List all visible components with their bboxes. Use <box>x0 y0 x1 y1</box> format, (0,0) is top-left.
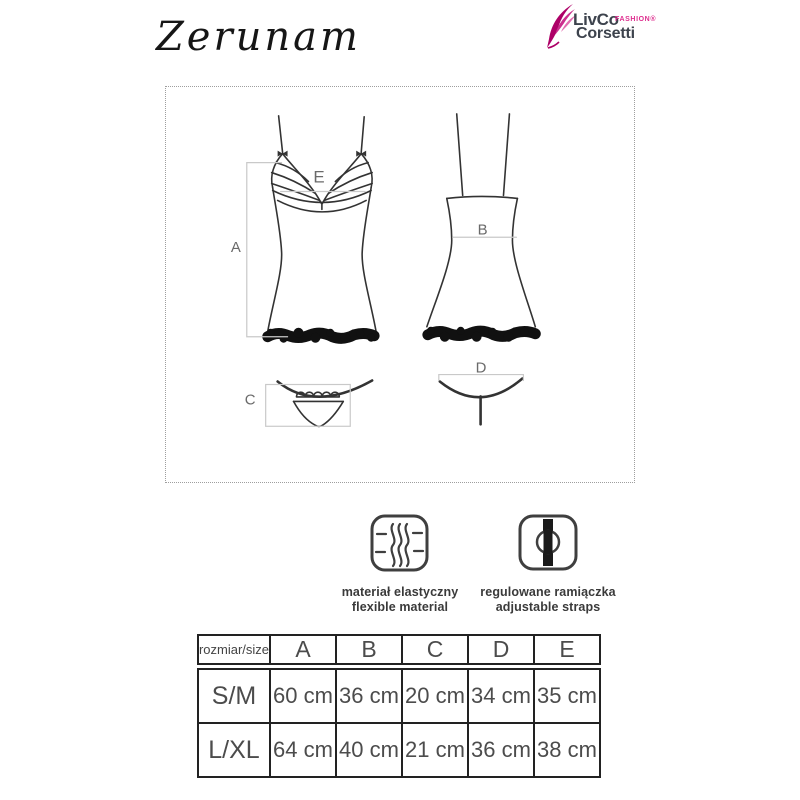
brand-name-livco: LivCo <box>573 10 619 29</box>
size-table-header <box>197 634 601 665</box>
value-cell: 35 cm <box>533 670 599 722</box>
size-cell: S/M <box>211 681 257 710</box>
front-view-drawing <box>267 116 376 343</box>
value-cell: 60 cm <box>269 670 335 722</box>
product-title: Zerunam <box>156 14 361 60</box>
header-a: A <box>269 636 335 663</box>
size-cell: L/XL <box>208 735 260 764</box>
table-row-sm <box>199 670 599 722</box>
value-cell: 64 cm <box>269 724 335 776</box>
brand-name-corsetti: Corsetti <box>576 25 635 42</box>
flexible-material-icon <box>370 514 429 572</box>
header-d: D <box>467 636 533 663</box>
value-cell: 36 cm <box>467 724 533 776</box>
brand-logo <box>547 3 677 53</box>
adjustable-straps-caption <box>473 585 623 615</box>
panty-back-drawing <box>440 379 523 425</box>
value-cell: 36 cm <box>335 670 401 722</box>
caption-line-en: adjustable straps <box>495 600 601 614</box>
value-cell: 21 cm <box>401 724 467 776</box>
value-cell: 40 cm <box>335 724 401 776</box>
caption-line-pl: regulowane ramiączka <box>480 585 616 599</box>
adjustable-straps-icon <box>518 514 578 571</box>
caption-line-pl: materiał elastyczny <box>341 585 459 599</box>
measure-label-e: E <box>313 167 325 187</box>
measure-label-d: D <box>475 359 487 377</box>
panty-front-drawing <box>278 381 373 427</box>
technical-diagram <box>165 86 635 483</box>
header-e: E <box>533 636 599 663</box>
header-b: B <box>335 636 401 663</box>
value-cell: 20 cm <box>401 670 467 722</box>
header-rozmiar-size: rozmiar/size <box>198 642 270 657</box>
measurement-guides <box>244 163 524 427</box>
header-c: C <box>401 636 467 663</box>
table-row-lxl <box>199 722 599 776</box>
flexible-material-caption <box>325 585 475 615</box>
measure-label-b: B <box>477 221 488 239</box>
size-table <box>197 634 601 778</box>
value-cell: 34 cm <box>467 670 533 722</box>
measure-label-c: C <box>244 391 256 409</box>
size-table-body <box>197 668 601 778</box>
value-cell: 38 cm <box>533 724 599 776</box>
measure-label-a: A <box>230 239 241 257</box>
garment-drawing <box>166 87 634 482</box>
brand-fashion-label: FASHION® <box>615 16 657 23</box>
caption-line-en: flexible material <box>351 600 449 614</box>
